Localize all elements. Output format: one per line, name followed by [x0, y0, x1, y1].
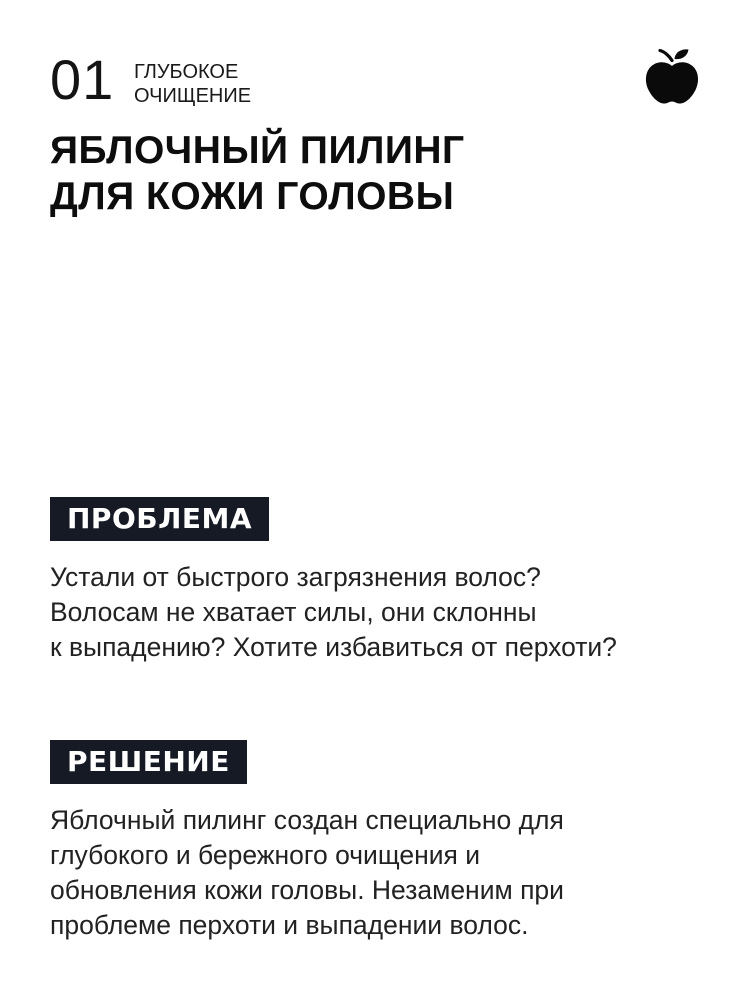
problem-line-3: к выпадению? Хотите избавиться от перхоти? [50, 632, 617, 662]
title-line-1: ЯБЛОЧНЫЙ ПИЛИНГ [50, 129, 465, 172]
solution-line-3: обновления кожи головы. Незаменим при [50, 875, 564, 905]
subtitle-line-2: ОЧИЩЕНИЕ [134, 85, 252, 107]
apple-icon [640, 44, 704, 108]
solution-line-2: глубокого и бережного очищения и [50, 840, 481, 870]
section-number: 01 [50, 48, 115, 111]
title-line-2: ДЛЯ КОЖИ ГОЛОВЫ [50, 175, 455, 218]
solution-text [50, 803, 710, 943]
problem-line-1: Устали от быстрого загрязнения волос? [50, 562, 541, 592]
solution-line-4: проблеме перхоти и выпадении волос. [50, 910, 529, 940]
solution-line-1: Яблочный пилинг создан специально для [50, 805, 564, 835]
problem-line-2: Волосам не хватает силы, они склонны [50, 597, 537, 627]
problem-label: ПРОБЛЕМА [50, 497, 269, 541]
page-title [50, 128, 465, 220]
section-subtitle [134, 60, 251, 108]
problem-text [50, 560, 710, 665]
subtitle-line-1: ГЛУБОКОЕ [134, 61, 239, 83]
solution-label: РЕШЕНИЕ [50, 740, 247, 784]
